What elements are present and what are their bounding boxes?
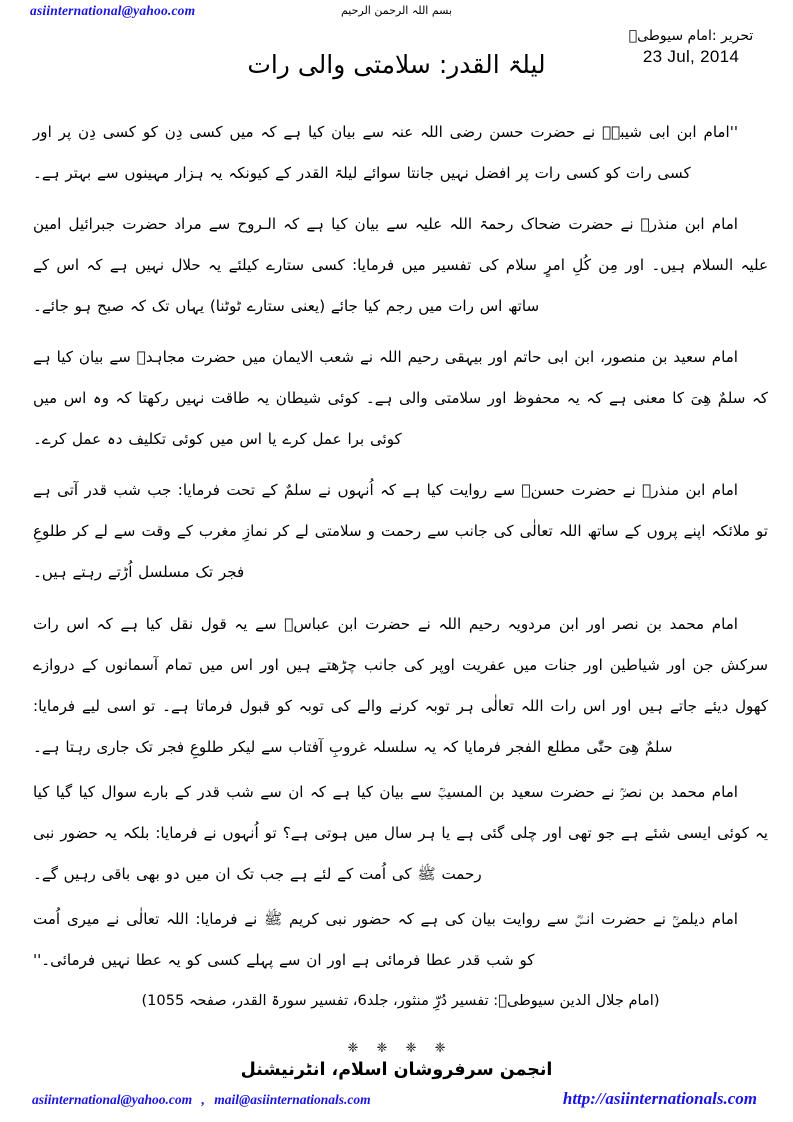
article-body xyxy=(33,112,768,1012)
document-footer xyxy=(0,1042,793,1114)
bismillah-text: بسم اللہ الرحمن الرحیم xyxy=(340,4,453,17)
paragraph: امام دیلمیؒ نے حضرت انسؓ سے روایت بیان کی ہے کہ حضور نبی کریم ﷺ نے فرمایا: اللہ تعالٰی نے میری اُمت کو شب قدر عطا فرمائی ہے اور ان سے پہلے کسی کو یہ عطا نہیں فرمائی۔'' xyxy=(33,909,738,969)
page-title: لیلۃ القدر: سلامتی والی رات xyxy=(247,50,546,79)
author-line: تحریر :امام سیوطیؒ xyxy=(628,28,754,44)
footer-email-2-link[interactable]: mail@asiinternationals.com xyxy=(214,1092,371,1107)
source-citation: (امام جلال الدین سیوطیؒ: تفسیر دُرِّ منثور، جلد6، تفسیر سورۃ القدر، صفحہ 1055) xyxy=(141,991,660,1009)
star-divider-icon: ❈ ❈ ❈ ❈ xyxy=(347,1041,453,1056)
email-separator: , xyxy=(201,1092,205,1107)
document-header xyxy=(0,0,793,104)
paragraph: امام ابن منذرؒ نے حضرت حسنؓ سے روایت کیا ہے کہ اُنہوں نے سلمٌ کے تحت فرمایا: جب شب قدر آتی ہے تو ملائکہ اپنے پروں کے ساتھ اللہ تعالٰی کی جانب سے رحمت و سلامتی لے کر نمازِ مغرب کے وقت سے لے کر طلوعِ فجر تک مسلسل اُڑتے رہتے ہیں۔ xyxy=(33,481,768,582)
paragraph: امام محمد بن نصر اور ابن مردویہ رحیم اللہ نے حضرت ابن عباسؓ سے یہ قول نقل کیا ہے کہ اس رات سرکش جن اور شیاطین اور جنات میں عفریت اوپر کی جانب چڑھتے ہیں اور اس میں تمام آسمانوں کے دروازے کھول دیئے جاتے ہیں اور اس رات اللہ تعالٰی ہر توبہ کرنے والے کی توبہ کو قبول فرماتا ہے۔ تو اسی لیے فرمایا: سلمٌ ھِیَ حتّٰی مطلع الفجر فرمایا کہ یہ سلسلہ غروبِ آفتاب سے لیکر طلوعِ فجر تک جاری رہتا ہے۔ xyxy=(33,614,768,756)
footer-website-link[interactable]: http://asiinternationals.com xyxy=(562,1089,757,1108)
header-email-link[interactable]: asiinternational@yahoo.com xyxy=(30,3,196,18)
footer-emails xyxy=(32,1092,371,1108)
footer-contact-row xyxy=(0,1089,793,1114)
publication-date: 23 Jul, 2014 xyxy=(642,46,740,66)
organization-name: انجمن سرفروشان اسلام، انٹرنیشنل xyxy=(240,1060,553,1080)
paragraph: امام سعید بن منصور، ابن ابی حاتم اور بیہقی رحیم اللہ نے شعب الایمان میں حضرت مجاہدؒ سے بیان کیا ہے کہ سلمٌ ھِیَ کا معنی ہے کہ یہ محفوظ اور سلامتی والی ہے۔ کوئی شیطان یہ طاقت نہیں رکھتا کہ وہ اس میں کوئی برا عمل کرے یا اس میں کوئی تکلیف دہ عمل کرے۔ xyxy=(33,348,768,449)
paragraph: امام محمد بن نصرؒ نے حضرت سعید بن المسیبؒ سے بیان کیا ہے کہ ان سے شب قدر کے بارے سوال کیا گیا کیا یہ کوئی ایسی شئے ہے جو تھی اور چلی گئی ہے یا ہر سال میں ہوتی ہے؟ تو اُنہوں نے فرمایا: بلکہ یہ حضور نبی رحمت ﷺ کی اُمت کے لئے ہے جب تک ان میں دو بھی باقی رہیں گے۔ xyxy=(33,782,768,883)
footer-email-1-link[interactable]: asiinternational@yahoo.com xyxy=(32,1092,193,1107)
paragraph: امام ابن منذرؒ نے حضرت ضحاک رحمۃ اللہ علیہ سے بیان کیا ہے کہ الـروح سے مراد حضرت جبرائیل امین علیہ السلام ہیں۔ اور مِن کُلِ امرٍ سلام کی تفسیر میں فرمایا: کسی ستارے کیلئے یہ حلال نہیں ہے کہ اس کے ساتھ اس رات میں رجم کیا جائے (یعنی ستارے ٹوٹنا) یہاں تک کہ صبح ہو جائے۔ xyxy=(33,215,768,316)
paragraph: ''امام ابن ابی شیبہؒ نے حضرت حسن رضی اللہ عنہ سے بیان کیا ہے کہ میں کسی دِن کو کسی دِن پر اور کسی رات کو کسی رات پر افضل نہیں جانتا سوائے لیلۃ القدر کے کیونکہ یہ ہزار مہینوں سے بہتر ہے۔ xyxy=(33,123,738,183)
